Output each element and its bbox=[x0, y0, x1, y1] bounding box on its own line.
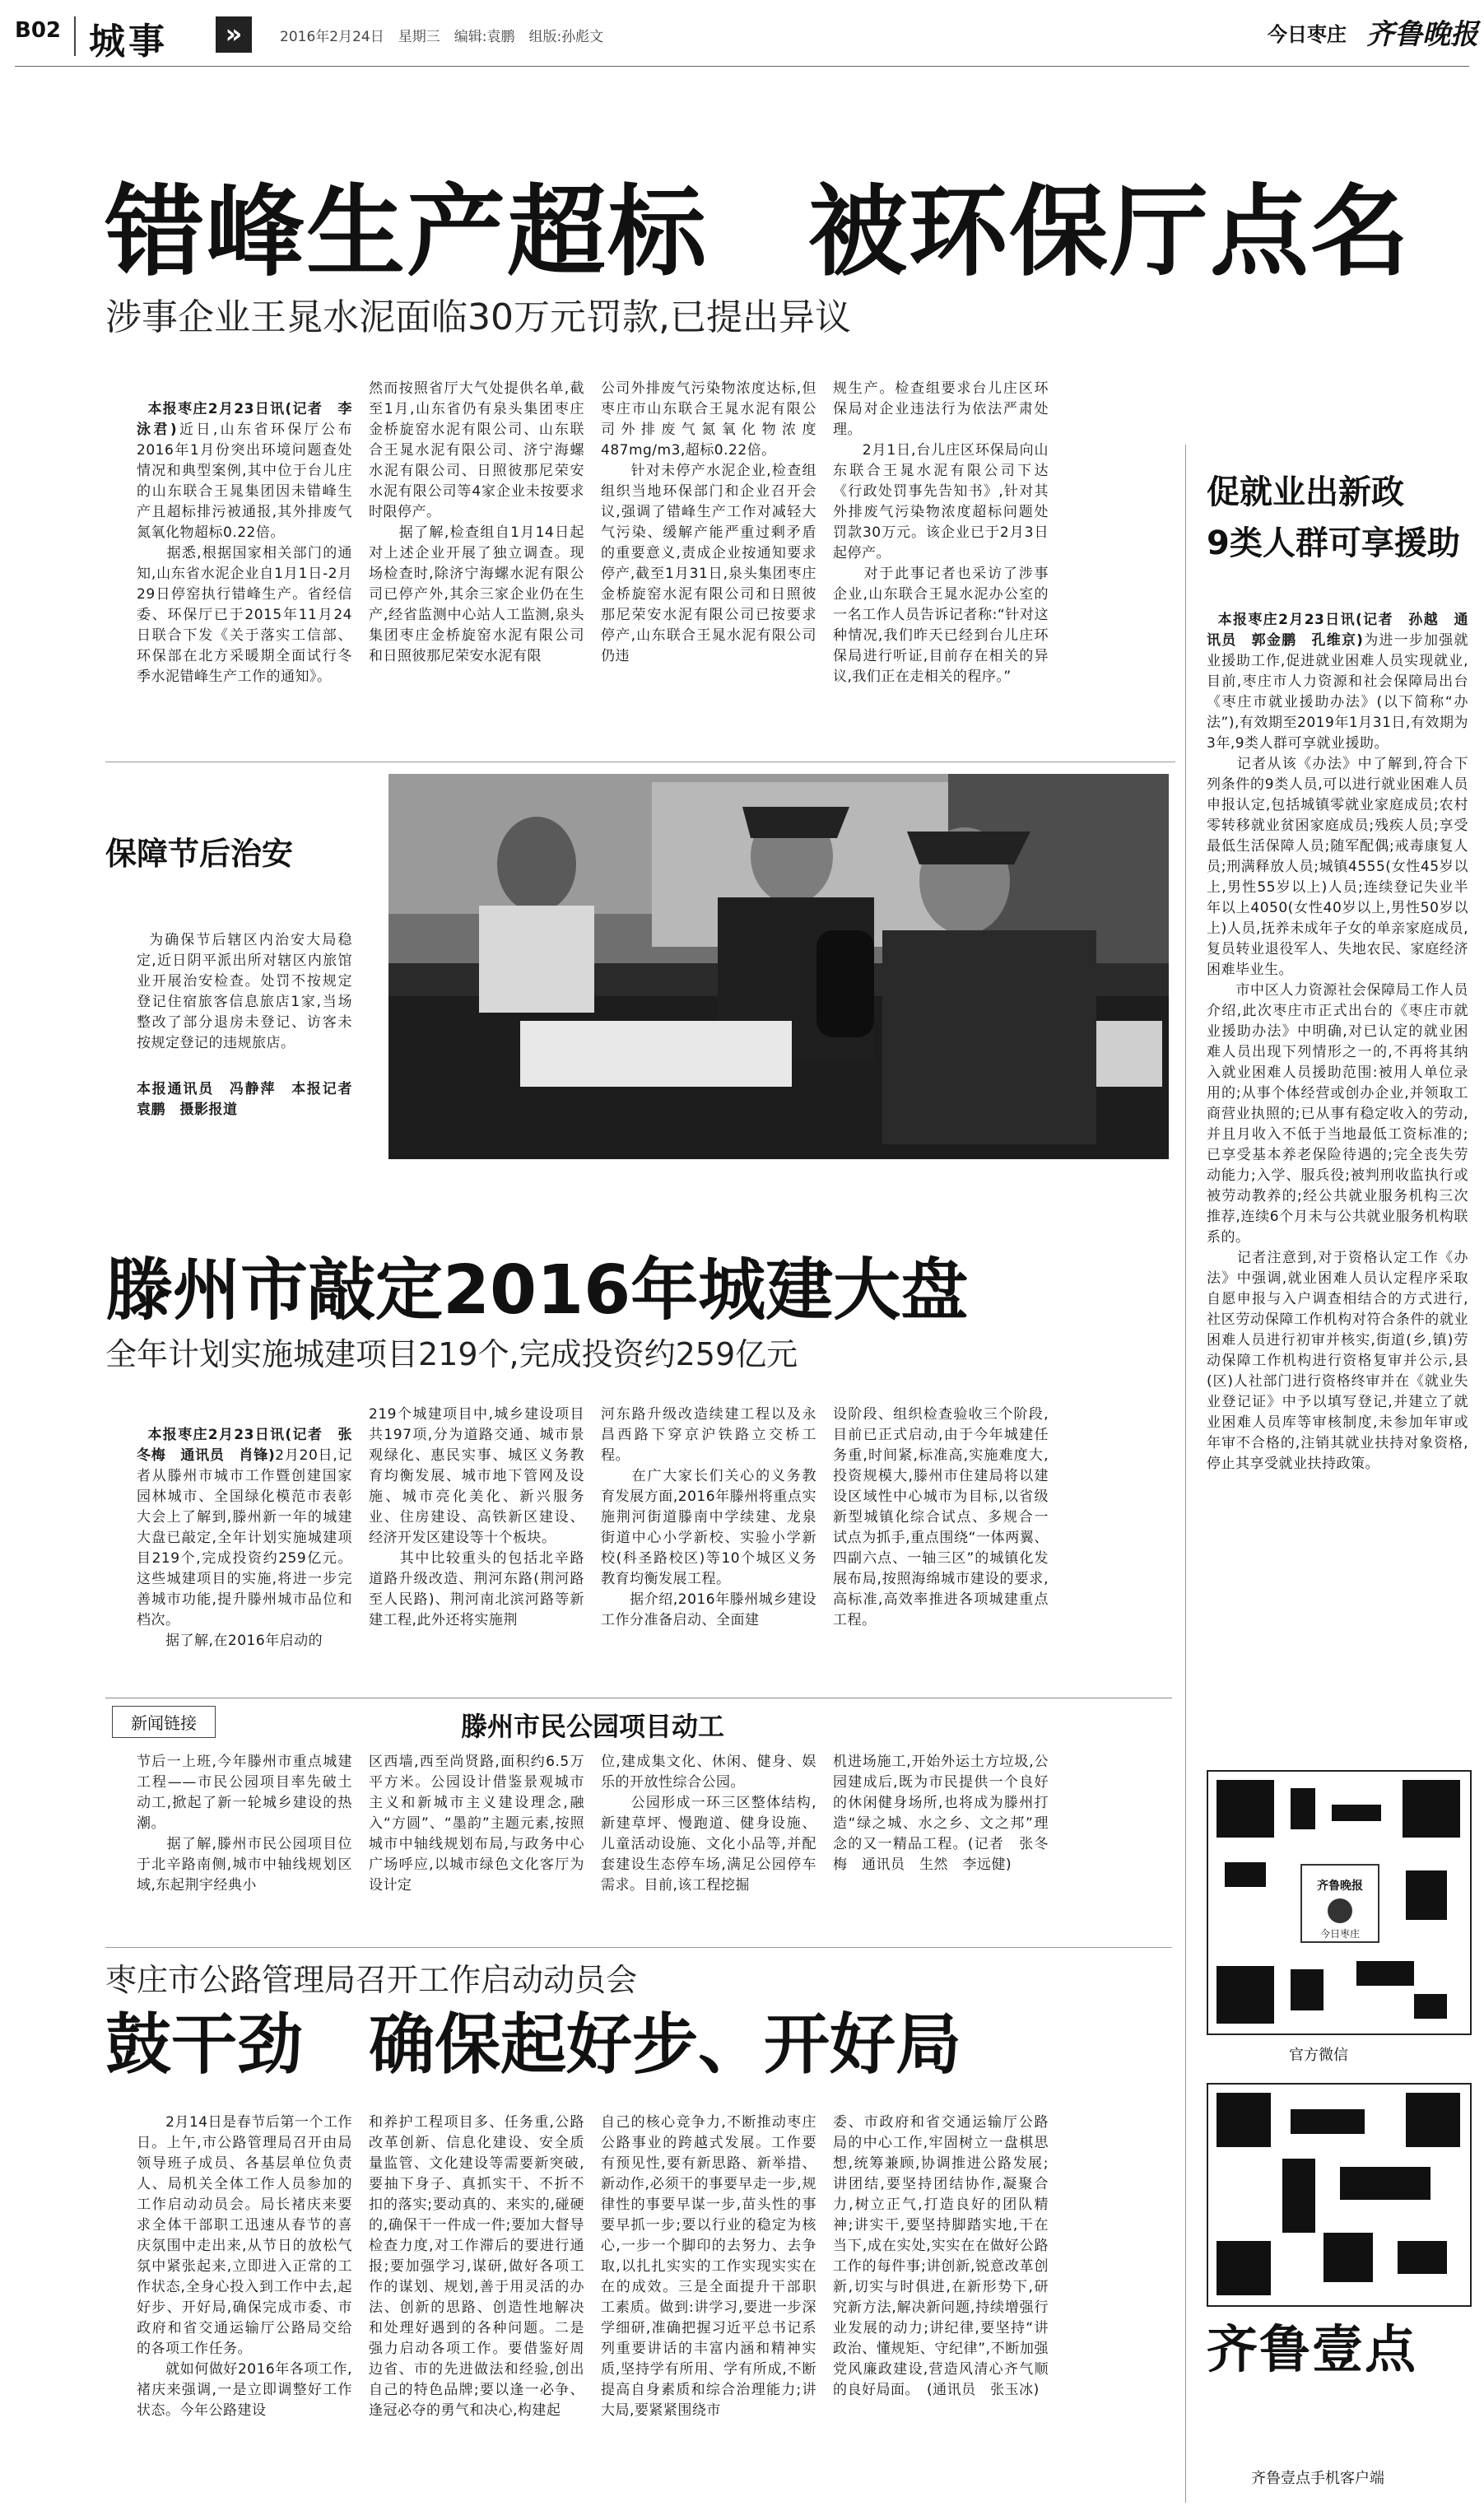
wechat-qr-code bbox=[1207, 1770, 1472, 2035]
article1-column-3: 公司外排废气污染物浓度达标,但枣庄市山东联合王晁水泥有限公司外排废气氮氧化物浓度487mg/m3,超标0.22倍。 针对未停产水泥企业,检查组组织当地环保部门和企业召开会议,强调了错峰生产工作对减轻大气污染、缓解产能严重过剩矛盾的重要意义,责成企业按通知要求停产,截至1月31日,泉头集团枣庄金桥旋窑水泥有限公司和日照彼那尼荣安水泥有限公司已按要求停产,山东联合王晁水泥有限公司仍违 bbox=[601, 380, 816, 664]
article1-column-2: 然而按照省厅大气处提供名单,截至1月,山东省仍有泉头集团枣庄金桥旋窑水泥有限公司、山东联合王晁水泥有限公司、济宁海螺水泥有限公司、日照彼那尼荣安水泥有限公司等4家企业未按要求时限停产。 据了解,检查组自1月14日起对上述企业开展了独立调查。现场检查时,除济宁海螺水泥有限公司已停产外,其余三家企业仍在生产,经省监测中心站人工监测,泉头集团枣庄金桥旋窑水泥有限公司和日照彼那尼荣安水泥有限 bbox=[369, 380, 584, 664]
wechat-qr-label: 官方微信 bbox=[1289, 2047, 1348, 2064]
article2-byline: 本报枣庄2月23日讯(记者 张冬梅 通讯员 肖锋) bbox=[137, 1427, 352, 1464]
article1-title: 错峰生产超标 被环保厅点名 bbox=[105, 175, 1411, 290]
article2-column-2: 219个城建项目中,城乡建设项目共197项,分为道路交通、城市景观绿化、惠民实事、城区义务教育均衡发展、城市地下管网及设施、城市亮化美化、新兴服务业、住房建设、高铁新区建设、经济开发区建设等十个板块。 其中比较重头的包括北辛路道路升级改造、荆河东路(荆河路至人民路)、荆河南北滨河路等新建工程,此外还将实施荆 bbox=[369, 1406, 584, 1628]
news-link-column-1: 节后一上班,今年滕州市重点城建工程——市民公园项目率先破土动工,掀起了新一轮城乡建设的热潮。 据了解,滕州市民公园项目位于北辛路南侧,城市中轴线规划区域,东起荆宇经典小 bbox=[137, 1754, 352, 1894]
article3-column-1: 2月14日是春节后第一个工作日。上午,市公路管理局召开由局领导班子成员、各基层单位负责人、局机关全体工作人员参加的工作启动动员会。局长褚庆来要求全体干部职工迅速从春节的喜庆氛围中走出来,从节日的放松气氛中紧张起来,立即进入正常的工作状态,全身心投入到工作中去,起好步、开好局,确保完成市委、市政府和省交通运输厅公路局交给的各项工作任务。 就如何做好2016年各项工作,褚庆来强调,一是立即调整好工作状态。今年公路建设 bbox=[137, 2114, 352, 2419]
article2-title: 滕州市敲定2016年城建大盘 bbox=[105, 1251, 969, 1330]
article3-top-rule bbox=[105, 1947, 1172, 1948]
news-link-column-3: 位,建成集文化、休闲、健身、娱乐的开放性综合公园。 公园形成一环三区整体结构,新建草坪、慢跑道、健身设施、儿童活动设施、文化小品等,并配套建设生态停车场,满足公园停车需求。目前,该工程挖掘 bbox=[601, 1754, 816, 1894]
header-sep bbox=[74, 16, 76, 56]
article3-column-3: 自己的核心竞争力,不断推动枣庄公路事业的跨越式发展。工作要有预见性,要有新思路、新举措、新动作,必须干的事要早走一步,规律性的事要早谋一步,苗头性的事要早抓一步;要以行业的稳定为核心,一步一个脚印的去努力、去争取,以扎扎实实的工作实现实实在在的成效。三是全面提升干部职工素质。做到:讲学习,要进一步深学细研,准确把握习近平总书记系列重要讲话的丰富内涵和精神实质,坚持学有所用、学有所成,不断提高自身素质和综合治理能力;讲大局,要紧紧围绕市 bbox=[601, 2114, 816, 2419]
brand-prefix: 今日枣庄 bbox=[1268, 23, 1347, 46]
photo-caption-text: 为确保节后辖区内治安大局稳定,近日阴平派出所对辖区内旅馆业开展治安检查。处罚不按规定登记住宿旅客信息旅店1家,当场整改了部分退房未登记、访客未按规定登记的违规旅店。 bbox=[137, 932, 353, 1051]
sidebar1-byline: 本报枣庄2月23日讯(记者 孙越 通讯员 郭金鹏 孔维京) bbox=[1207, 612, 1468, 649]
app-qr-label: 齐鲁壹点手机客户端 bbox=[1251, 2470, 1384, 2487]
article1-column-1 bbox=[137, 379, 352, 724]
photo-caption bbox=[137, 910, 367, 1148]
article3-column-4: 委、市政府和省交通运输厅公路局的中心工作,牢固树立一盘棋思想,统筹兼顾,协调推进公路发展;讲团结,要坚持团结协作,凝聚合力,树立正气,打造良好的团队精神;讲实干,要坚持脚踏实地,干在当下,成在实处,实实在在做好公路工作的每件事;讲创新,锐意改革创新,切实与时俱进,在新形势下,研究新方法,解决新问题,持续增强行业发展的动力;讲纪律,要坚持“讲政治、懂规矩、守纪律”,不断加强党风廉政建设,营造风清心齐气顺的良好局面。 (通讯员 张玉冰) bbox=[833, 2114, 1049, 2398]
photo-title: 保障节后治安 bbox=[105, 836, 294, 872]
article1-column-4: 规生产。检查组要求台儿庄区环保局对企业违法行为依法严肃处理。 2月1日,台儿庄区环保局向山东联合王晁水泥有限公司下达《行政处罚事先告知书》,针对其外排废气污染物浓度超标问题处罚款30万元。该企业已于2月3日起停产。 对于此事记者也采访了涉事企业,山东联合王晁水泥办公室的一名工作人员告诉记者称:“针对这种情况,我们昨天已经到台儿庄环保局进行听证,目前存在相关的异议,我们正在走相关的程序。” bbox=[833, 380, 1049, 685]
article1-col1-text: 近日,山东省环保厅公布2016年1月份突出环境问题查处情况和典型案例,其中位于台儿庄的山东联合王晁集团因未错峰生产且超标排污被通报,其外排废气氮氧化物超标0.22倍。 据悉,根据国家相关部门的通知,山东省水泥企业自1月1日-2月29日停窑执行错峰生产。省经信委、环保厅已于2015年11月24日联合下发《关于落实工信部、环保部在北方采暖期全面试行冬季水泥错峰生产工作的通知》。 bbox=[137, 422, 352, 685]
section-title: 城事 bbox=[89, 21, 168, 63]
article3-column-2: 和养护工程项目多、任务重,公路改革创新、信息化建设、安全质量监管、文化建设等需要新突破,要抽下身子、真抓实干、不折不扣的落实;要动真的、来实的,碰硬的,确保干一件成一件;要加大督导检查力度,对工作滞后的要进行通报;要加强学习,谋研,做好各项工作的谋划、规划,善于用灵活的办法、创新的思路、创造性地解决和处理好遇到的各种问题。二是强力启动各项工作。要借鉴好周边省、市的先进做法和经验,创出自己的特色品牌;要以逢一必争、逢冠必夺的勇气和决心,构建起 bbox=[369, 2114, 584, 2419]
brand-name: 齐鲁晚报 bbox=[1366, 18, 1478, 51]
news-link-label: 新闻链接 bbox=[112, 1706, 216, 1738]
article2-column-3: 河东路升级改造续建工程以及永昌西路下穿京沪铁路立交桥工程。 在广大家长们关心的义务教育发展方面,2016年滕州将重点实施荆河街道滕南中学续建、龙泉街道中心小学新校、实验小学新校(科圣路校区)等10个城区义务教育均衡发展工程。 据介绍,2016年滕州城乡建设工作分准备启动、全面建 bbox=[601, 1406, 816, 1628]
article2-column-1 bbox=[137, 1405, 352, 1660]
article2-col1-text: 2月20日,记者从滕州市城市工作暨创建国家园林城市、全国绿化模范市表彰大会上了解到,滕州新一年的城建大盘已敲定,全年计划实施城建项目219个,完成投资约259亿元。这些城建项目的实施,将进一步完善城市功能,提升滕州城市品位和档次。 据了解,在2016年启动的 bbox=[137, 1447, 352, 1649]
article1-subtitle: 涉事企业王晁水泥面临30万元罚款,已提出异议 bbox=[105, 296, 851, 338]
header-meta: 2016年2月24日 星期三 编辑:袁鹏 组版:孙彪文 bbox=[280, 29, 604, 45]
photo-credit: 本报通讯员 冯静萍 本报记者 袁鹏 摄影报道 bbox=[137, 1081, 367, 1118]
header-bar bbox=[0, 0, 1484, 66]
right-rail-divider bbox=[1185, 445, 1186, 2503]
qr-logo-sub: 今日枣庄 bbox=[1319, 1928, 1360, 1940]
sidebar1-title-line1: 促就业出新政 bbox=[1207, 473, 1404, 511]
news-link-title: 滕州市民公园项目动工 bbox=[461, 1711, 725, 1742]
article3-kicker: 枣庄市公路管理局召开工作启动动员会 bbox=[105, 1962, 638, 1998]
article3-title: 鼓干劲 确保起好步、开好局 bbox=[105, 2006, 961, 2083]
news-photo bbox=[388, 774, 1169, 1159]
sidebar1-body bbox=[1207, 589, 1468, 1759]
sidebar1-text: 为进一步加强就业援助工作,促进就业困难人员实现就业,目前,枣庄市人力资源和社会保障局出台《枣庄市就业援助办法》(以下简称“办法”),有效期至2019年1月31日,有效期为3年,9类人群可享就业援助。 记者从该《办法》中了解到,符合下列条件的9类人员,可以进行就业困难人员申报认定,包括城镇零就业家庭成员;农村零转移就业贫困家庭成员;残疾人员;享受最低生活保障人员;随军配偶;戒毒康复人员;刑满释放人员;城镇4555(女性45岁以上,男性55岁以上)人员;连续登记失业半年以上4050(女性40岁以上,男性50岁以上)人员,抚养未成年子女的单亲家庭成员,复员转业退役军人、失地农民、家庭经济困难毕业生。 市中区人力资源社会保障局工作人员介绍,此次枣庄市正式出台的《枣庄市就业援助办法》中明确,对已认定的就业困难人员出现下列情形之一的,不再将其纳入就业困难人员援助范围:被用人单位录用的;从事个体经营或创办企业,并领取工商营业执照的;已从事有稳定收入的劳动,并且月收入不低于当地最低工资标准的;已享受基本养老保险待遇的;完全丧失劳动能力;入学、服兵役;被判刑收监执行或被劳动教养的;经公共就业服务机构三次推荐,连续6个月未与公共就业服务机构联系的。 记者注意到,对于资格认定工作《办法》中强调,就业困难人员认定程序采取自愿申报与入户调查相结合的方式进行,社区劳动保障工作机构对符合条件的就业困难人员进行初审并核实,街道(乡,镇)劳动保障工作机构进行资格复审并公示,县(区)人社部门进行资格终审并在《就业失业登记证》中予以填写登记,并建立了就业困难人员库等审核制度,未参加年审或年审不合格的,注销其就业扶持对象资格,停止其享受就业扶持政策。 bbox=[1207, 632, 1468, 1472]
app-qr-code bbox=[1207, 2083, 1472, 2307]
double-chevron-icon: » bbox=[216, 16, 252, 53]
app-brand-logo: 齐鲁壹点 bbox=[1207, 2319, 1418, 2379]
news-link-column-2: 区西墙,西至尚贤路,面积约6.5万平方米。公园设计借鉴景观城市主义和新城市主义建设理念,融入“方圆”、“墨韵”主题元素,按照城市中轴线规划布局,与政务中心广场呼应,以城市绿色文化客厅为设计定 bbox=[369, 1754, 584, 1894]
article1-byline: 本报枣庄2月23日讯(记者 李泳君) bbox=[137, 401, 352, 438]
article2-subtitle: 全年计划实施城建项目219个,完成投资约259亿元 bbox=[105, 1336, 798, 1372]
article2-column-4: 设阶段、组织检查验收三个阶段,目前已正式启动,由于今年城建任务重,时间紧,标准高,实施难度大,投资规模大,滕州市住建局将以建设区域性中心城市为目标,以省级新型城镇化综合试点、多规合一试点为抓手,重点围绕“一体两翼、四副六点、一轴三区”的城镇化发展布局,按照海绵城市建设的要求,高标准,高效率推进各项城建重点工程。 bbox=[833, 1406, 1049, 1628]
page-number: B02 bbox=[15, 18, 61, 43]
header-divider bbox=[15, 66, 1469, 67]
sidebar1-title-line2: 9类人群可享援助 bbox=[1207, 524, 1460, 562]
qr-logo-circle-icon bbox=[1328, 1898, 1352, 1923]
qr-logo bbox=[1300, 1864, 1379, 1943]
qr-logo-text: 齐鲁晚报 bbox=[1317, 1880, 1363, 1893]
news-link-column-4: 机进场施工,开始外运土方垃圾,公园建成后,既为市民提供一个良好的休闲健身场所,也将成为滕州打造“绿之城、水之乡、文之邦”理念的又一精品工程。(记者 张冬梅 通讯员 生然 李远健) bbox=[833, 1754, 1049, 1873]
